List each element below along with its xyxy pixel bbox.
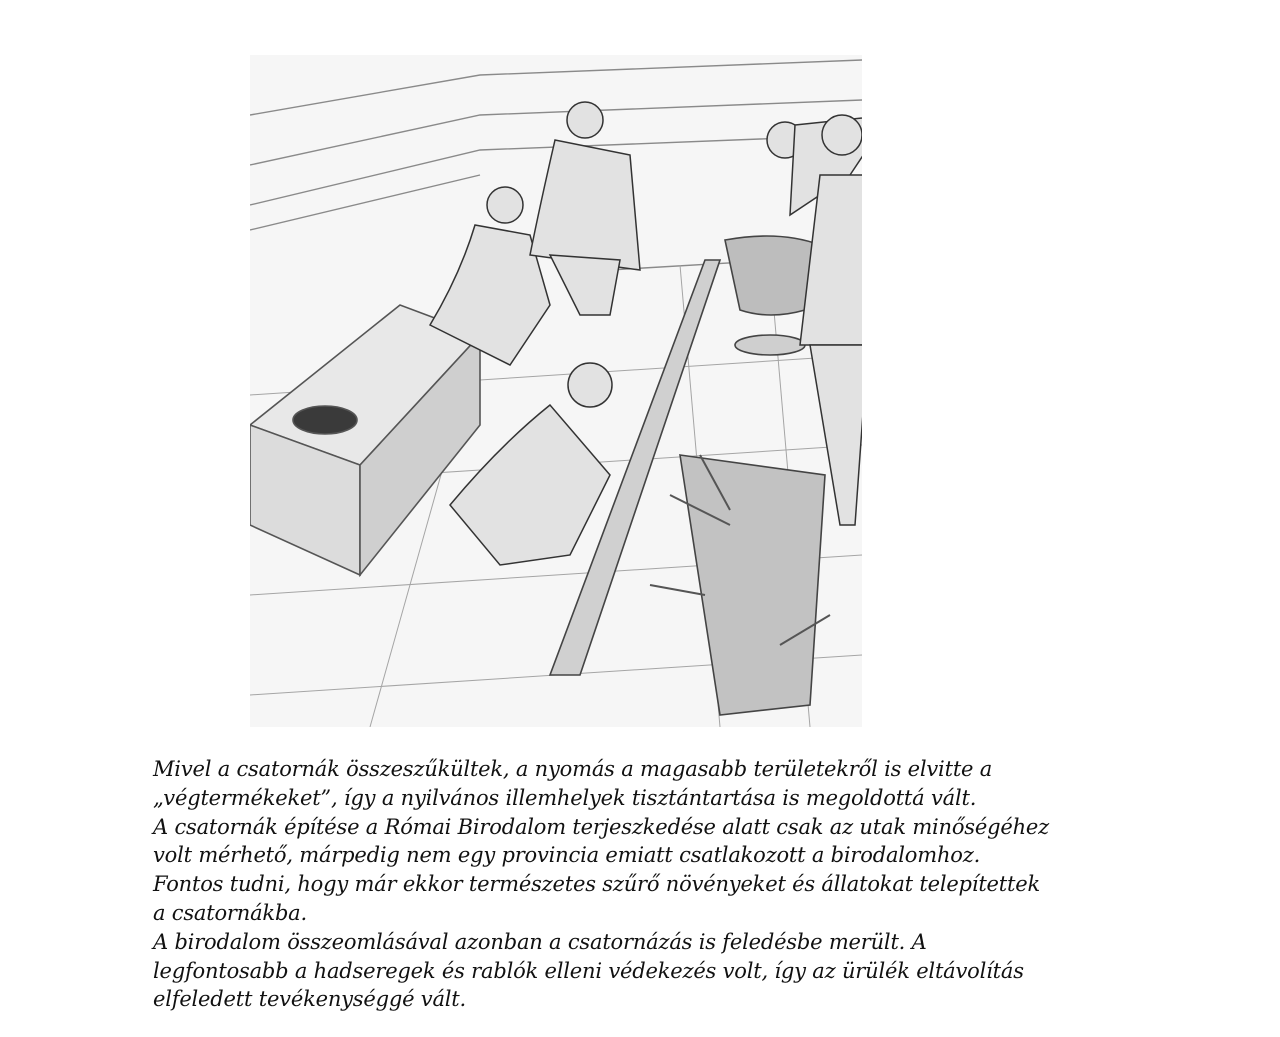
caption-line: A birodalom összeomlásával azonban a csatornázás is feledésbe merült. A [153, 929, 927, 954]
caption-line: legfontosabb a hadseregek és rablók elleni védekezés volt, így az ürülék eltávolítás [153, 958, 1024, 983]
caption-line: volt mérhető, márpedig nem egy provincia emiatt csatlakozott a birodalomhoz. [153, 843, 981, 868]
caption-line: „végtermékeket”, így a nyilvános illemhelyek tisztántartása is megoldottá vált. [153, 785, 977, 810]
caption-line: Fontos tudni, hogy már ekkor természetes szűrő növényeket és állatokat telepítettek [153, 872, 1041, 897]
caption-line: a csatornákba. [153, 900, 307, 925]
caption-line: elfeledett tevékenységgé vált. [153, 987, 467, 1012]
latrine-illustration [250, 55, 862, 727]
caption-line: Mivel a csatornák összeszűkültek, a nyomás a magasabb területekről is elvitte a [153, 757, 993, 781]
latrine-sketch-icon [250, 55, 862, 727]
caption-line: A csatornák építése a Római Birodalom terjeszkedése alatt csak az utak minőségéhez [153, 814, 1050, 839]
caption-text [153, 755, 1153, 1014]
